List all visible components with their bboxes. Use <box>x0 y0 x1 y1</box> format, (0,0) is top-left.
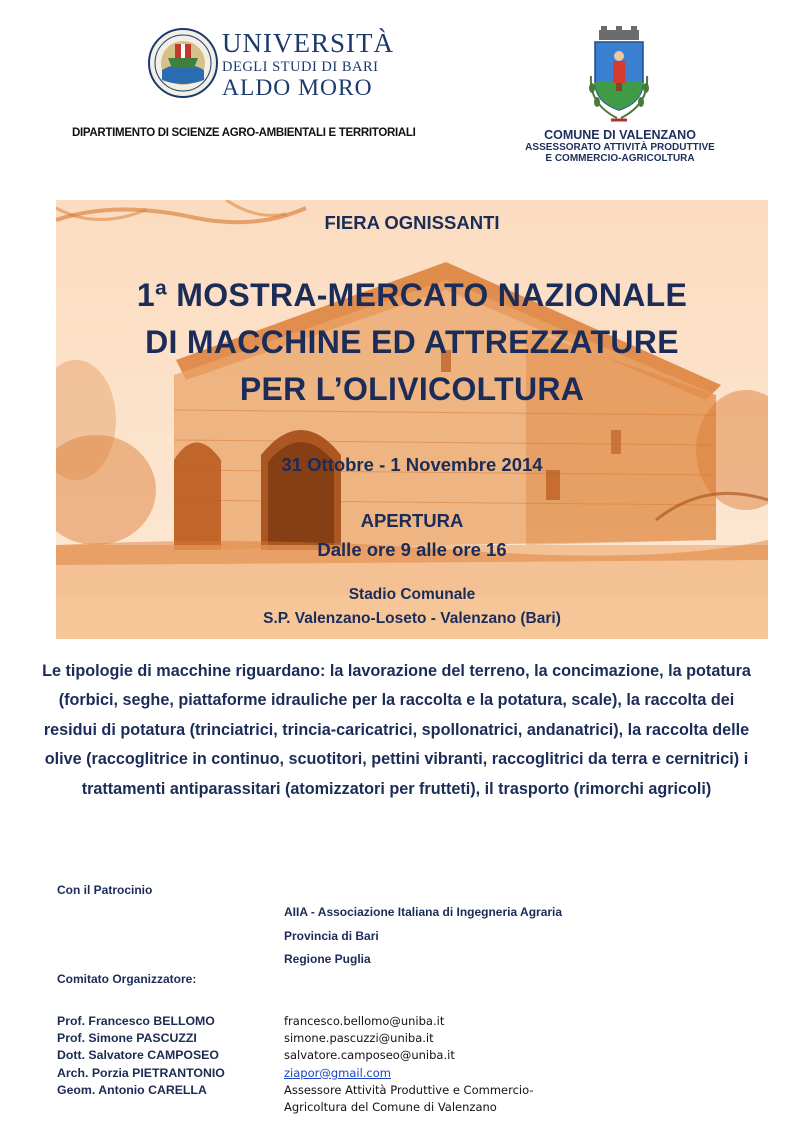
member-role: Assessore Attività Produttive e Commercio-Agricoltura del Comune di Valenzano <box>284 1082 534 1115</box>
member-email: francesco.bellomo@uniba.it <box>284 1014 445 1028</box>
event-title <box>56 272 768 413</box>
university-name-line1: UNIVERSITÀ <box>222 28 394 58</box>
university-name-line3: ALDO MORO <box>222 74 373 101</box>
university-seal-icon <box>148 28 218 98</box>
event-name: FIERA OGNISSANTI <box>324 212 500 233</box>
church-illustration <box>56 200 768 639</box>
university-name-line2: DEGLI STUDI DI BARI <box>222 59 379 75</box>
committee-row <box>57 1082 757 1116</box>
member-name: Dott. Salvatore CAMPOSEO <box>57 1048 219 1063</box>
member-name: Prof. Francesco BELLOMO <box>57 1014 215 1028</box>
event-title-line3: PER L’OLIVICOLTURA <box>239 371 585 407</box>
member-name: Geom. Antonio CARELLA <box>57 1082 207 1097</box>
comune-block <box>490 128 750 164</box>
committee-row <box>57 1030 757 1047</box>
committee-label: Comitato Organizzatore: <box>57 972 197 986</box>
assessorato-line2: E COMMERCIO-AGRICOLTURA <box>545 153 695 165</box>
event-title-line1: 1ª MOSTRA-MERCATO NAZIONALE <box>136 277 688 313</box>
patron-item: Regione Puglia <box>284 952 371 966</box>
event-dates: 31 Ottobre - 1 Novembre 2014 <box>281 454 543 475</box>
member-email-link[interactable]: ziapor@gmail.com <box>284 1065 391 1080</box>
committee-list <box>57 1013 757 1116</box>
member-name: Prof. Simone PASCUZZI <box>57 1031 197 1046</box>
machine-types-description: Le tipologie di macchine riguardano: la lavorazione del terreno, la concimazione, la potatura (forbici, seghe, piattaforme idrauliche per la raccolta e la potatura, scale), la raccolta dei residui di potatura (trinciatrici, trincia-caricatrici, spollonatrici, andanatrici), la raccolta delle olive (raccoglitrice in continuo, scuotitori, pettini vibranti, raccoglitrici da terra e cernitrici) i trattamenti antiparassitari (atomizzatori per frutteti), il trasporto (rimorchi agricoli) <box>42 662 751 798</box>
assessorato-line1: ASSESSORATO ATTIVITÀ PRODUTTIVE <box>525 142 715 153</box>
committee-row <box>57 1013 757 1030</box>
event-title-line2: DI MACCHINE ED ATTREZZATURE <box>145 324 679 360</box>
venue-address: S.P. Valenzano-Loseto - Valenzano (Bari) <box>263 610 561 627</box>
patron-item: Provincia di Bari <box>284 928 379 943</box>
patronage-label: Con il Patrocinio <box>57 883 153 897</box>
member-email: simone.pascuzzi@uniba.it <box>284 1031 434 1046</box>
committee-row <box>57 1047 757 1064</box>
patronage-list <box>284 901 562 972</box>
patron-item: AIIA - Associazione Italiana di Ingegneria Agraria <box>284 905 563 919</box>
department-name: DIPARTIMENTO DI SCIENZE AGRO-AMBIENTALI E TERRITORIALI <box>72 127 416 139</box>
venue-name: Stadio Comunale <box>348 586 476 603</box>
event-banner <box>56 200 768 639</box>
comune-name: COMUNE DI VALENZANO <box>544 128 696 142</box>
member-email: salvatore.camposeo@uniba.it <box>284 1048 455 1063</box>
comune-crest-icon <box>583 26 655 124</box>
opening-label: APERTURA <box>360 510 464 531</box>
opening-hours: Dalle ore 9 alle ore 16 <box>317 539 507 560</box>
member-name: Arch. Porzia PIETRANTONIO <box>57 1065 225 1080</box>
committee-row <box>57 1065 757 1082</box>
university-name <box>222 30 394 100</box>
